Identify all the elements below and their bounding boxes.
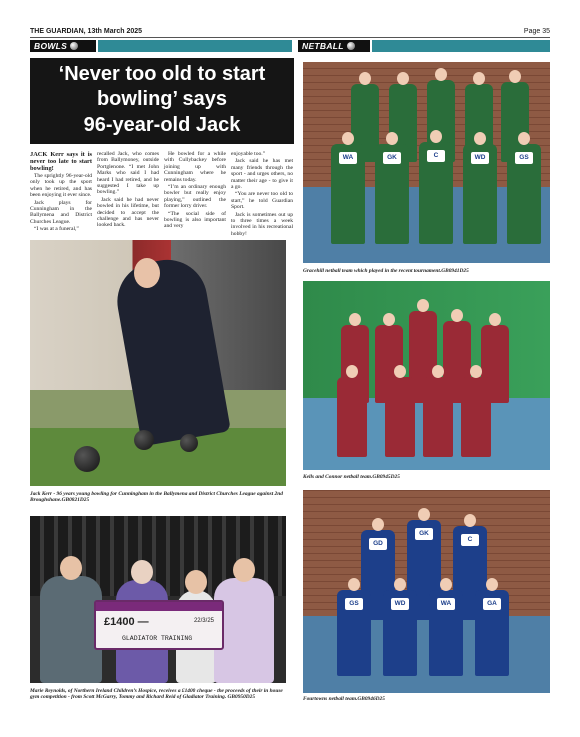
charity-cheque (94, 600, 224, 650)
gracehill-team-photo (303, 62, 550, 263)
kells-team-photo (303, 281, 550, 470)
article-column-4 (231, 151, 293, 238)
headline-line-3: 96-year-old Jack (83, 114, 241, 136)
headline-line-2: bowling’ says (96, 88, 228, 110)
player-figure (375, 144, 409, 244)
position-bib: GK (383, 152, 401, 164)
player-figure (463, 144, 497, 244)
article-paragraph: Jack plays for Cunningham in the Ballymena and District Churches League. (30, 199, 92, 225)
cheque-amount: £1400 — (104, 616, 149, 628)
bowls-section-bar (30, 40, 292, 52)
player-face (349, 313, 361, 326)
player-face (342, 132, 354, 145)
article-paragraph: “I was at a funeral,” (34, 226, 79, 233)
bowling-caption: Jack Kerr - 96 years young bowling for Cunningham in the Ballymena and District Churches League against 2nd Broughshane.GB0821D25 (30, 491, 283, 504)
person-face (131, 560, 153, 584)
netball-section-label: NETBALL (302, 41, 344, 51)
position-bib: GK (415, 528, 433, 540)
player-face (432, 365, 444, 378)
person-face (60, 556, 82, 580)
player-face (464, 514, 476, 527)
netball-section-tag (298, 40, 370, 52)
player-face (474, 132, 486, 145)
position-bib: C (461, 534, 479, 546)
player-face (509, 70, 521, 83)
fourtowns-caption: Fourtowns netball team.GB0946D25 (303, 696, 385, 702)
player-face (440, 578, 452, 591)
bowls-section-tag (30, 40, 96, 52)
bowls-section-fill (98, 40, 292, 52)
article-headline (30, 58, 294, 144)
player-figure (331, 144, 365, 244)
article-paragraph: Jack said he had never bowled in his lifetime, but decided to accept the challenge and has never looked back. (97, 196, 159, 229)
player-face (451, 309, 463, 322)
position-bib: WD (391, 598, 409, 610)
article-paragraph: “The social side of bowling is also important and very (164, 210, 226, 230)
player-figure (423, 377, 453, 457)
cheque-caption: Marie Reynolds, of Northern Ireland Children’s Hospice, receives a £1400 cheque - the proceeds of their in house gym competition - from Scott McGarry, Tommy and Richard Reid of Gladiator Training. GB0950D25 (30, 688, 283, 701)
player-face (486, 578, 498, 591)
person-figure (40, 576, 102, 683)
player-face (359, 72, 371, 85)
player-face (386, 132, 398, 145)
person-face (185, 570, 207, 594)
position-bib: WD (471, 152, 489, 164)
player-face (397, 72, 409, 85)
article-paragraph: “You are never too old to start,” he told Guardian Sport. (231, 191, 293, 211)
bowls-ball (74, 446, 100, 472)
cheque-date: 22/3/25 (193, 618, 214, 624)
article-paragraph: “I’m an ordinary enough bowler but really enjoy playing,” outlined the former lorry driver. (164, 184, 226, 210)
bowls-ball (134, 430, 154, 450)
article-lead: JACK Kerr says it is never too late to start bowling! (30, 151, 92, 172)
cheque-payee: GLADIATOR TRAINING (122, 635, 193, 642)
player-figure (383, 590, 417, 676)
netball-section-bar (298, 40, 550, 52)
article-paragraph: Jack said he has met many friends through the sport - and urges others, no matter their age - to give it a go. (231, 158, 293, 191)
position-bib: WA (437, 598, 455, 610)
position-bib: GD (369, 538, 387, 550)
article-paragraph: enjoyable too.” (231, 151, 266, 157)
bowls-section-label: BOWLS (34, 41, 68, 51)
person-face (233, 558, 255, 582)
position-bib: C (427, 150, 445, 162)
position-bib: WA (339, 152, 357, 164)
article-column-1 (30, 151, 92, 234)
netball-section-fill (372, 40, 550, 52)
position-bib: GS (345, 598, 363, 610)
player-face (435, 68, 447, 81)
article-paragraph: The sprightly 96-year-old only took up the sport when he retired, and has been enjoying it ever since. (30, 173, 92, 199)
player-figure (337, 590, 371, 676)
player-figure (385, 377, 415, 457)
position-bib: GS (515, 152, 533, 164)
page-number: Page 35 (523, 28, 550, 35)
bowls-ball (180, 434, 198, 452)
article-column-2 (97, 151, 159, 230)
player-face (346, 365, 358, 378)
player-figure (337, 377, 367, 457)
player-figure (475, 590, 509, 676)
article-paragraph: recalled Jack, who comes from Ballymoney, outside Portglenone. “I met John Marks who said I had heard I had retired, and he suggested I take up bowling.” (97, 151, 159, 196)
player-face (372, 518, 384, 531)
player-face (418, 508, 430, 521)
gracehill-caption: Gracehill netball team which played in the recent tournament.GB0941D25 (303, 268, 469, 274)
newspaper-date: THE GUARDIAN, 13th March 2025 (30, 28, 143, 35)
bowling-photo (30, 240, 286, 486)
player-face (489, 313, 501, 326)
player-face (473, 72, 485, 85)
bowls-ball-icon (70, 42, 78, 50)
headline-line-1: ‘Never too old to start (58, 63, 266, 85)
bowler-head (134, 258, 160, 288)
netball-icon (347, 42, 355, 50)
article-column-3 (164, 151, 226, 231)
player-face (518, 132, 530, 145)
player-face (394, 578, 406, 591)
cheque-band (96, 602, 222, 611)
kells-caption: Kells and Connor netball team.GB0945D25 (303, 474, 400, 480)
fourtowns-team-photo (303, 490, 550, 693)
article-paragraph: Jack is sometimes out up to three times a week involved in his recreational hobby! (231, 211, 293, 237)
player-figure (507, 144, 541, 244)
player-face (417, 299, 429, 312)
position-bib: GA (483, 598, 501, 610)
masthead-rule (30, 37, 550, 38)
player-face (470, 365, 482, 378)
player-figure (461, 377, 491, 457)
cheque-presentation-photo (30, 516, 286, 683)
player-face (394, 365, 406, 378)
player-figure (419, 142, 453, 244)
player-face (430, 130, 442, 143)
player-figure (429, 590, 463, 676)
article-paragraph: He bowled for a while with Cullybackey before joining up with Cunningham where he remains today. (164, 151, 226, 183)
player-face (383, 313, 395, 326)
player-face (348, 578, 360, 591)
